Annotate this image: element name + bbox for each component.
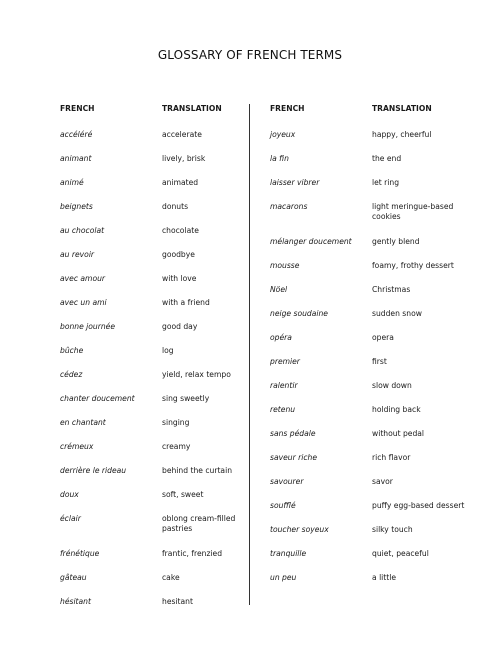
translation: behind the curtain (162, 466, 233, 475)
french-term: en chantant (60, 418, 106, 427)
glossary-row (270, 549, 480, 573)
french-term: gâteau (60, 573, 87, 582)
translation: animated (162, 178, 199, 187)
french-term: mélanger doucement (270, 237, 352, 246)
french-term: toucher soyeux (270, 525, 329, 534)
glossary-row (60, 394, 240, 418)
header-french: FRENCH (270, 104, 305, 113)
glossary-row (60, 154, 240, 178)
translation: lively, brisk (162, 154, 206, 163)
french-term: la fin (270, 154, 289, 163)
translation: sing sweetly (162, 394, 210, 403)
glossary-column-right (270, 104, 480, 597)
translation: first (372, 357, 387, 366)
translation: light meringue-based cookies (372, 202, 454, 221)
glossary-row (60, 442, 240, 466)
french-term: neige soudaine (270, 309, 328, 318)
translation: the end (372, 154, 402, 163)
glossary-row (270, 573, 480, 597)
glossary-row (270, 178, 480, 202)
glossary-column-left (60, 104, 240, 621)
translation: without pedal (372, 429, 425, 438)
translation: oblong cream-filled pastries (162, 514, 236, 533)
glossary-row (60, 202, 240, 226)
translation: silky touch (372, 525, 413, 534)
french-term: premier (270, 357, 300, 366)
glossary-row (60, 322, 240, 346)
glossary-row (270, 202, 480, 237)
translation: accelerate (162, 130, 202, 139)
translation: yield, relax tempo (162, 370, 231, 379)
french-term: accéléré (60, 130, 93, 139)
french-term: sans pédale (270, 429, 316, 438)
translation: foamy, frothy dessert (372, 261, 454, 270)
french-term: retenu (270, 405, 296, 414)
french-term: ralentir (270, 381, 298, 390)
french-term: joyeux (270, 130, 296, 139)
glossary-row (270, 477, 480, 501)
translation: sudden snow (372, 309, 422, 318)
french-term: Nöel (270, 285, 288, 294)
glossary-row (60, 490, 240, 514)
french-term: cédez (60, 370, 83, 379)
glossary-row (270, 130, 480, 154)
translation: slow down (372, 381, 412, 390)
glossary-row (270, 453, 480, 477)
translation: chocolate (162, 226, 199, 235)
french-term: derrière le rideau (60, 466, 127, 475)
french-term: avec un ami (60, 298, 107, 307)
header-translation: TRANSLATION (162, 104, 222, 113)
french-term: laisser vibrer (270, 178, 320, 187)
translation: happy, cheerful (372, 130, 432, 139)
translation: Christmas (372, 285, 411, 294)
glossary-row (60, 226, 240, 250)
translation: quiet, peaceful (372, 549, 429, 558)
french-term: frénétique (60, 549, 100, 558)
translation: gently blend (372, 237, 420, 246)
glossary-row (270, 237, 480, 261)
french-term: au chocolat (60, 226, 105, 235)
french-term: mousse (270, 261, 300, 270)
translation: with love (162, 274, 197, 283)
glossary-row (270, 285, 480, 309)
glossary-row (60, 514, 240, 549)
french-term: saveur riche (270, 453, 318, 462)
glossary-row (60, 573, 240, 597)
translation: cake (162, 573, 180, 582)
french-term: beignets (60, 202, 93, 211)
french-term: éclair (60, 514, 81, 523)
translation: opera (372, 333, 394, 342)
translation: goodbye (162, 250, 195, 259)
french-term: un peu (270, 573, 297, 582)
glossary-row (270, 357, 480, 381)
french-term: macarons (270, 202, 308, 211)
french-term: animant (60, 154, 92, 163)
column-divider (249, 104, 250, 605)
column-header (270, 104, 480, 130)
french-term: hésitant (60, 597, 91, 606)
header-translation: TRANSLATION (372, 104, 432, 113)
translation: with a friend (162, 298, 210, 307)
glossary-row (60, 597, 240, 621)
glossary-row (270, 154, 480, 178)
translation: good day (162, 322, 198, 331)
glossary-row (60, 298, 240, 322)
glossary-row (270, 501, 480, 525)
translation: donuts (162, 202, 189, 211)
header-french: FRENCH (60, 104, 95, 113)
french-term: doux (60, 490, 79, 499)
french-term: savourer (270, 477, 304, 486)
translation: savor (372, 477, 393, 486)
french-term: bonne journée (60, 322, 116, 331)
french-term: au revoir (60, 250, 95, 259)
glossary-row (60, 466, 240, 490)
translation: a little (372, 573, 397, 582)
translation: let ring (372, 178, 400, 187)
glossary-row (270, 261, 480, 285)
glossary-row (60, 370, 240, 394)
glossary-row (60, 274, 240, 298)
french-term: animé (60, 178, 84, 187)
glossary-row (60, 178, 240, 202)
glossary-row (270, 429, 480, 453)
glossary-row (270, 333, 480, 357)
glossary-row (60, 250, 240, 274)
glossary-row (270, 309, 480, 333)
page-title: GLOSSARY OF FRENCH TERMS (157, 48, 343, 62)
translation: rich flavor (372, 453, 411, 462)
translation: holding back (372, 405, 421, 414)
french-term: chanter doucement (60, 394, 135, 403)
glossary-row (270, 525, 480, 549)
french-term: tranquille (270, 549, 307, 558)
glossary-row (270, 381, 480, 405)
glossary-row (60, 130, 240, 154)
french-term: soufflé (270, 501, 296, 510)
glossary-row (270, 405, 480, 429)
french-term: bûche (60, 346, 84, 355)
french-term: avec amour (60, 274, 106, 283)
glossary-row (60, 346, 240, 370)
translation: frantic, frenzied (162, 549, 223, 558)
translation: creamy (162, 442, 191, 451)
column-header (60, 104, 240, 130)
translation: log (162, 346, 174, 355)
glossary-row (60, 549, 240, 573)
translation: soft, sweet (162, 490, 204, 499)
french-term: opéra (270, 333, 292, 342)
translation: hesitant (162, 597, 193, 606)
translation: singing (162, 418, 190, 427)
french-term: crémeux (60, 442, 94, 451)
translation: puffy egg-based dessert (372, 501, 465, 510)
glossary-row (60, 418, 240, 442)
